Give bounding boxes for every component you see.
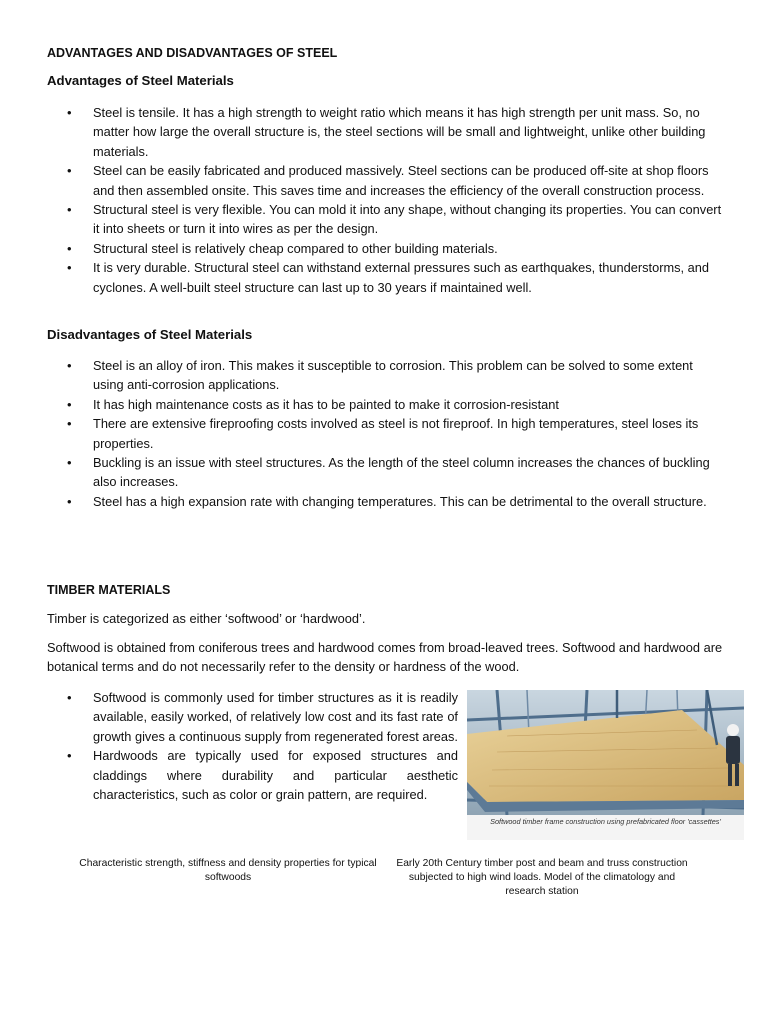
list-item: • It is very durable. Structural steel can withstand external pressures such as earthquakes, thunderstorms, and cyclones. A well-built steel structure can last up to 30 years if maintained well. — [47, 258, 723, 297]
disadvantages-list — [47, 356, 723, 511]
construction-scene-illustration — [467, 690, 744, 815]
list-item: • Steel has a high expansion rate with changing temperatures. This can be detrimental to the overall structure. — [47, 492, 723, 511]
list-item: • Steel is tensile. It has a high strength to weight ratio which means it has high strength per unit mass. So, no matter how large the overall structure is, the steel sections will be small and lightweight, unlike other building materials. — [47, 103, 723, 161]
list-item: • There are extensive fireproofing costs involved as steel is not fireproof. In high temperatures, steel loses its properties. — [47, 414, 723, 453]
list-item: • Hardwoods are typically used for exposed structures and claddings where durability and particular aesthetic characteristics, such as color or grain pattern, are required. — [47, 746, 458, 804]
list-item: • Softwood is commonly used for timber structures as it is readily available, easily worked, of relatively low cost and its fast rate of growth gives a continuous supply from regenerated forest areas. — [47, 688, 458, 746]
timber-list — [47, 688, 458, 804]
caption-right: Early 20th Century timber post and beam and truss construction subjected to high wind loads. Model of the climatology and research station — [396, 858, 688, 897]
timber-intro: Timber is categorized as either ‘softwood’ or ‘hardwood’. — [47, 611, 366, 626]
steel-title: ADVANTAGES AND DISADVANTAGES OF STEEL — [47, 46, 338, 60]
list-item: • Structural steel is relatively cheap compared to other building materials. — [47, 239, 723, 258]
list-item: • Steel can be easily fabricated and produced massively. Steel sections can be produced off-site at shop floors and then assembled onsite. This saves time and increases the efficiency of the overall construction process. — [47, 161, 723, 200]
timber-frame-photo — [467, 690, 744, 840]
disadvantages-heading: Disadvantages of Steel Materials — [47, 327, 253, 342]
list-item: • Structural steel is very flexible. You can mold it into any shape, without changing its properties. You can convert it into sheets or turn it into wires as per the design. — [47, 200, 723, 239]
photo-caption: Softwood timber frame construction using prefabricated floor 'cassettes' — [467, 815, 744, 840]
list-item: • Buckling is an issue with steel structures. As the length of the steel column increases the chances of buckling also increases. — [47, 453, 723, 492]
advantages-heading: Advantages of Steel Materials — [47, 73, 234, 88]
timber-paragraph: Softwood is obtained from coniferous trees and hardwood comes from broad-leaved trees. Softwood and hardwood are botanical terms and do not necessarily refer to the density or hardness of the wood. — [47, 640, 723, 675]
list-item: • Steel is an alloy of iron. This makes it susceptible to corrosion. This problem can be solved to some extent using anti-corrosion applications. — [47, 356, 723, 395]
advantages-list — [47, 103, 723, 297]
timber-title: TIMBER MATERIALS — [47, 583, 171, 597]
list-item: • It has high maintenance costs as it has to be painted to make it corrosion-resistant — [47, 395, 723, 414]
caption-left: Characteristic strength, stiffness and density properties for typical softwoods — [79, 858, 377, 883]
